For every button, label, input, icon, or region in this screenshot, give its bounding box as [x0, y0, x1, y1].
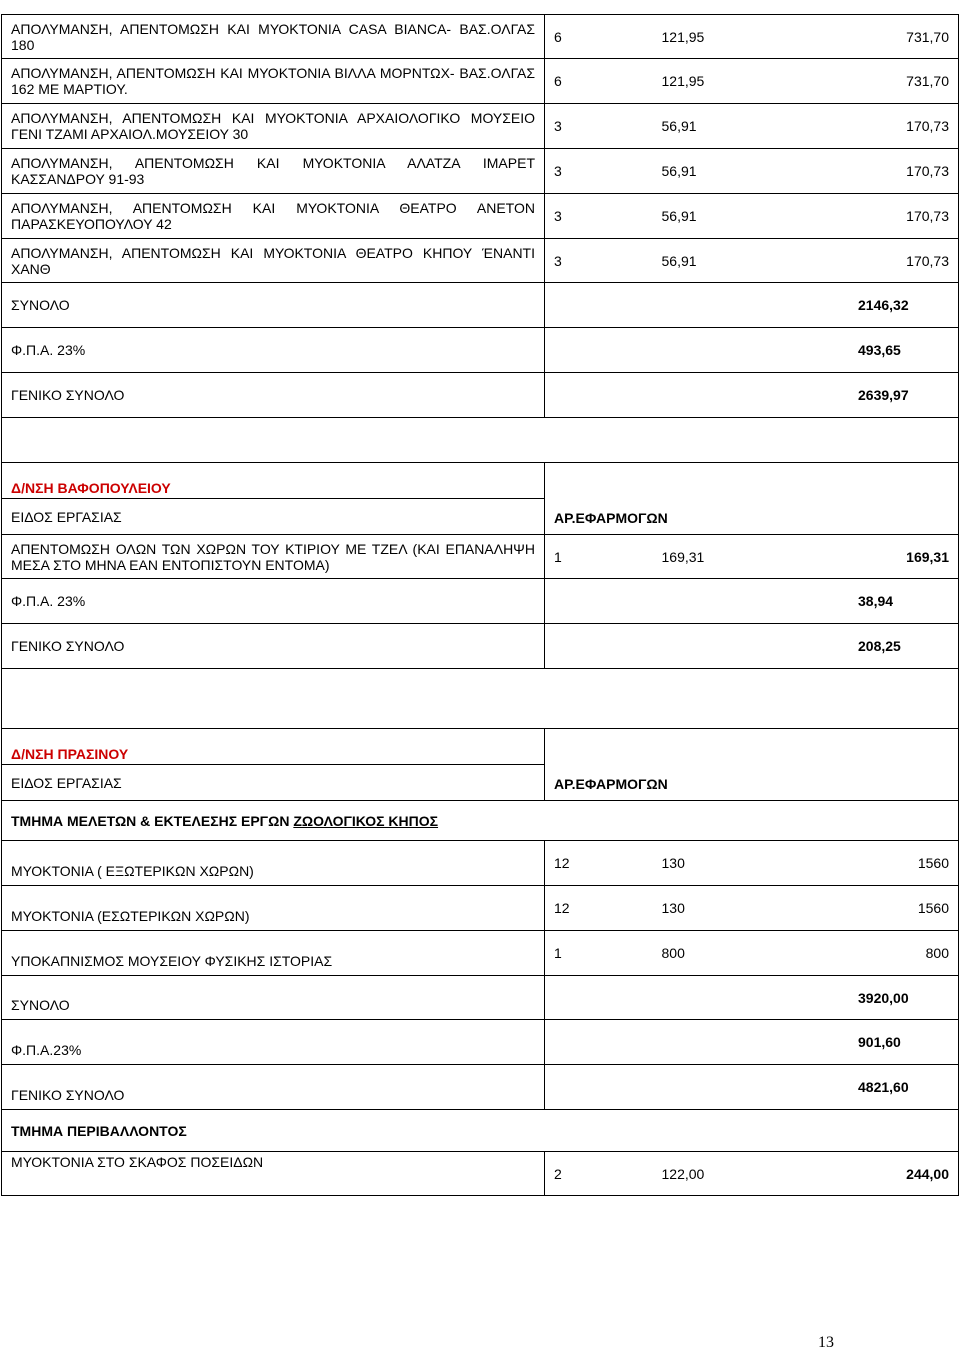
- vat-label: Φ.Π.Α. 23%: [2, 579, 545, 624]
- item-price: 800: [661, 945, 685, 961]
- table-row: [2, 535, 959, 579]
- item-description: ΜΥΟΚΤΟΝΙΑ ΣΤΟ ΣΚΑΦΟΣ ΠΟΣΕΙΔΩΝ: [2, 1152, 545, 1196]
- grand-total-label: ΓΕΝΙΚΟ ΣΥΝΟΛΟ: [2, 1065, 545, 1110]
- item-description: ΑΠΟΛΥΜΑΝΣΗ, ΑΠΕΝΤΟΜΩΣΗ ΚΑΙ ΜΥΟΚΤΟΝΙΑ ΒΙΛΛΑ ΜΟΡΝΤΩΧ- ΒΑΣ.ΟΛΓΑΣ 162 ΜΕ ΜΑΡΤΙΟΥ.: [2, 59, 545, 104]
- item-price: 122,00: [661, 1165, 705, 1182]
- grand-total-label: ΓΕΝΙΚΟ ΣΥΝΟΛΟ: [2, 624, 545, 669]
- grand-total-value: 2639,97: [858, 387, 909, 403]
- item-description: ΑΠΟΛΥΜΑΝΣΗ, ΑΠΕΝΤΟΜΩΣΗ ΚΑΙ ΜΥΟΚΤΟΝΙΑ CASA BIANCA- ΒΑΣ.ΟΛΓΑΣ 180: [2, 15, 545, 59]
- item-values: [545, 931, 959, 976]
- item-qty: 6: [554, 28, 562, 45]
- grand-total-value: 4821,60: [858, 1079, 909, 1095]
- section-heading: Δ/ΝΣΗ ΒΑΦΟΠΟΥΛΕΙΟΥ: [2, 463, 545, 499]
- item-description: ΑΠΟΛΥΜΑΝΣΗ, ΑΠΕΝΤΟΜΩΣΗ ΚΑΙ ΜΥΟΚΤΟΝΙΑ ΑΡΧΑΙΟΛΟΓΙΚΟ ΜΟΥΣΕΙΟ ΓΕΝΙ ΤΖΑΜΙ ΑΡΧΑΙΟΛ.ΜΟΥΣΕΙΟΥ 30: [2, 104, 545, 149]
- item-qty: 2: [554, 1165, 562, 1182]
- subtotal-row: [2, 976, 959, 1020]
- page-number: 13: [818, 1334, 834, 1351]
- item-values: [545, 149, 959, 194]
- item-total: 170,73: [906, 208, 949, 224]
- vat-value: 38,94: [858, 593, 894, 609]
- item-qty: 3: [554, 208, 562, 224]
- department-heading: ΤΜΗΜΑ ΠΕΡΙΒΑΛΛΟΝΤΟΣ: [2, 1110, 959, 1152]
- spacer-row: [2, 669, 959, 729]
- item-values: [545, 194, 959, 239]
- cost-table: [1, 14, 959, 1196]
- item-total: 731,70: [906, 73, 949, 89]
- section-heading: Δ/ΝΣΗ ΠΡΑΣΙΝΟΥ: [2, 729, 545, 765]
- table-row: [2, 239, 959, 283]
- vat-label: Φ.Π.Α. 23%: [2, 328, 545, 373]
- subtotal-value: 2146,32: [858, 297, 909, 313]
- item-total: 170,73: [906, 163, 949, 179]
- table-row: [2, 194, 959, 239]
- item-total: 1560: [917, 855, 949, 871]
- section-heading-row: [2, 729, 959, 765]
- table-row: [2, 931, 959, 976]
- subtotal-label: ΣΥΝΟΛΟ: [2, 976, 545, 1020]
- work-type-label: ΕΙΔΟΣ ΕΡΓΑΣΙΑΣ: [2, 499, 545, 535]
- item-total: 169,31: [906, 548, 949, 565]
- vat-row: [2, 1020, 959, 1065]
- department-underlined: ΖΩΟΛΟΓΙΚΟΣ ΚΗΠΟΣ: [293, 812, 439, 829]
- subtotal-value: 3920,00: [858, 989, 909, 1006]
- department-row: [2, 1110, 959, 1152]
- grand-total-row: [2, 373, 959, 418]
- item-qty: 1: [554, 548, 562, 565]
- item-qty: 1: [554, 945, 562, 961]
- vat-value: 901,60: [858, 1034, 901, 1050]
- item-qty: 3: [554, 118, 562, 134]
- item-description: ΥΠΟΚΑΠΝΙΣΜΟΣ ΜΟΥΣΕΙΟΥ ΦΥΣΙΚΗΣ ΙΣΤΟΡΙΑΣ: [2, 931, 545, 976]
- grand-total-value: 208,25: [858, 638, 901, 654]
- item-description: ΜΥΟΚΤΟΝΙΑ ( ΕΞΩΤΕΡΙΚΩΝ ΧΩΡΩΝ): [2, 841, 545, 886]
- table-row: [2, 15, 959, 59]
- item-values: [545, 535, 959, 579]
- applications-header: ΑΡ.ΕΦΑΡΜΟΓΩΝ: [545, 463, 959, 535]
- table-row: [2, 841, 959, 886]
- item-total: 170,73: [906, 252, 949, 269]
- vat-row: [2, 328, 959, 373]
- department-heading: [2, 801, 959, 841]
- item-price: 130: [661, 900, 685, 916]
- subtotal-label: ΣΥΝΟΛΟ: [2, 283, 545, 328]
- grand-total-row: [2, 624, 959, 669]
- table-row: [2, 886, 959, 931]
- vat-row: [2, 579, 959, 624]
- section-heading-row: [2, 463, 959, 499]
- grand-total-label: ΓΕΝΙΚΟ ΣΥΝΟΛΟ: [2, 373, 545, 418]
- item-values: [545, 15, 959, 59]
- item-price: 121,95: [661, 73, 705, 89]
- item-price: 56,91: [661, 163, 697, 179]
- vat-label: Φ.Π.Α.23%: [2, 1020, 545, 1065]
- item-description: ΑΠΟΛΥΜΑΝΣΗ, ΑΠΕΝΤΟΜΩΣΗ ΚΑΙ ΜΥΟΚΤΟΝΙΑ ΘΕΑΤΡΟ ΑΝΕΤΟΝ ΠΑΡΑΣΚΕΥΟΠΟΥΛΟΥ 42: [2, 194, 545, 239]
- item-price: 169,31: [661, 548, 705, 565]
- item-qty: 12: [554, 855, 570, 871]
- item-price: 121,95: [661, 28, 705, 45]
- vat-value: 493,65: [858, 342, 901, 358]
- applications-header: ΑΡ.ΕΦΑΡΜΟΓΩΝ: [545, 729, 959, 801]
- item-total: 731,70: [906, 28, 949, 45]
- item-description: ΑΠΟΛΥΜΑΝΣΗ, ΑΠΕΝΤΟΜΩΣΗ ΚΑΙ ΜΥΟΚΤΟΝΙΑ ΘΕΑΤΡΟ ΚΗΠΟΥ ΈΝΑΝΤΙ ΧΑΝΘ: [2, 239, 545, 283]
- item-values: [545, 841, 959, 886]
- item-values: [545, 1152, 959, 1196]
- item-qty: 6: [554, 73, 562, 89]
- subtotal-row: [2, 283, 959, 328]
- item-total: 800: [925, 945, 949, 961]
- department-prefix: ΤΜΗΜΑ ΜΕΛΕΤΩΝ & ΕΚΤΕΛΕΣΗΣ ΕΡΓΩΝ: [11, 812, 294, 829]
- grand-total-row: [2, 1065, 959, 1110]
- department-row: [2, 801, 959, 841]
- item-values: [545, 59, 959, 104]
- spacer-row: [2, 418, 959, 463]
- item-values: [545, 104, 959, 149]
- table-row: [2, 1152, 959, 1196]
- item-total: 244,00: [906, 1165, 949, 1182]
- item-description: ΜΥΟΚΤΟΝΙΑ (ΕΣΩΤΕΡΙΚΩΝ ΧΩΡΩΝ): [2, 886, 545, 931]
- table-row: [2, 149, 959, 194]
- item-qty: 3: [554, 163, 562, 179]
- item-price: 56,91: [661, 118, 697, 134]
- item-total: 1560: [917, 900, 949, 916]
- item-price: 56,91: [661, 252, 697, 269]
- item-total: 170,73: [906, 118, 949, 134]
- item-description: ΑΠΕΝΤΟΜΩΣΗ ΟΛΩΝ ΤΩΝ ΧΩΡΩΝ ΤΟΥ ΚΤΙΡΙΟΥ ΜΕ ΤΖΕΛ (ΚΑΙ ΕΠΑΝΑΛΗΨΗ ΜΕΣΑ ΣΤΟ ΜΗΝΑ ΕΑΝ ΕΝΤΟΠΙΣΤΟΥΝ ΕΝΤΟΜΑ): [2, 535, 545, 579]
- item-qty: 12: [554, 900, 570, 916]
- item-price: 130: [661, 855, 685, 871]
- item-qty: 3: [554, 252, 562, 269]
- item-description: ΑΠΟΛΥΜΑΝΣΗ, ΑΠΕΝΤΟΜΩΣΗ ΚΑΙ ΜΥΟΚΤΟΝΙΑ ΑΛΑΤΖΑ ΙΜΑΡΕΤ ΚΑΣΣΑΝΔΡΟΥ 91-93: [2, 149, 545, 194]
- item-values: [545, 239, 959, 283]
- work-type-label: ΕΙΔΟΣ ΕΡΓΑΣΙΑΣ: [2, 765, 545, 801]
- item-values: [545, 886, 959, 931]
- table-row: [2, 59, 959, 104]
- table-row: [2, 104, 959, 149]
- item-price: 56,91: [661, 208, 697, 224]
